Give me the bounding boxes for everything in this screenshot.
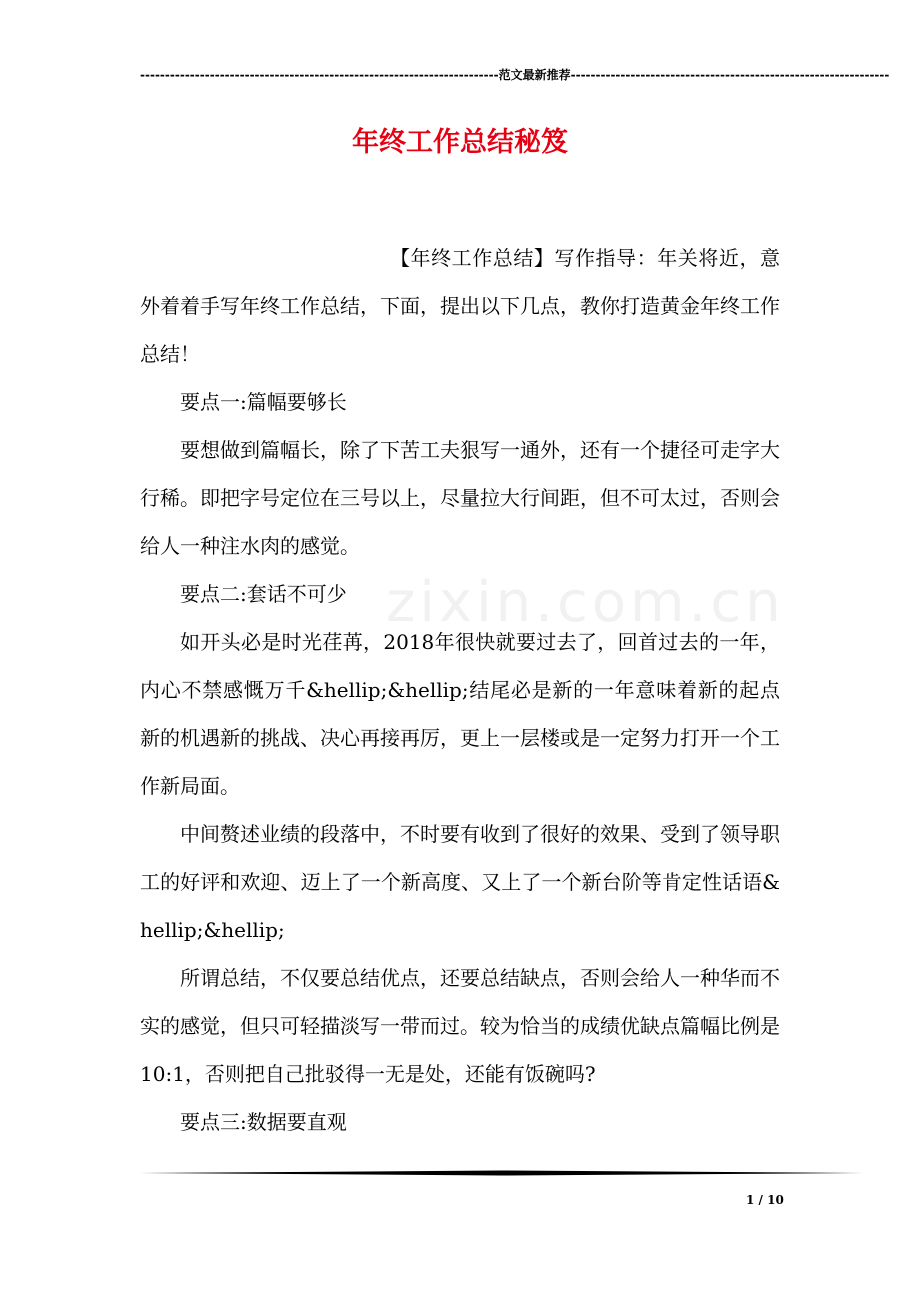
paragraph-intro: 【年终工作总结】写作指导：年关将近，意外着着手写年终工作总结，下面，提出以下几点，教你打造黄金年终工作总结！ [140,246,780,366]
paragraph: 要想做到篇幅长，除了下苦工夫狠写一通外，还有一个捷径可走字大行稀。即把字号定位在三号以上，尽量拉大行间距，但不可太过，否则会给人一种注水肉的感觉。 [140,438,780,558]
header-dashes-left: ------------------------------------------------------------------------ [140,68,499,82]
paragraph: 如开头必是时光荏苒，2018年很快就要过去了，回首过去的一年，内心不禁感慨万千&hellip;&hellip;结尾必是新的一年意味着新的起点新的机遇新的挑战、决心再接再厉，更上一层楼或是一定努力打开一个工作新局面。 [140,630,780,798]
header-dashes-right: ---------------------------------------------------------------- [570,68,890,82]
section-heading-1: 要点一:篇幅要够长 [180,390,347,414]
paragraph: 所谓总结，不仅要总结优点，还要总结缺点，否则会给人一种华而不实的感觉，但只可轻描淡写一带而过。较为恰当的成绩优缺点篇幅比例是10:1，否则把自己批驳得一无是处，还能有饭碗吗? [140,966,780,1086]
page-number: 1 / 10 [746,1193,784,1207]
footer-rule [140,1170,863,1176]
paragraph: 中间赘述业绩的段落中，不时要有收到了很好的效果、受到了领导职工的好评和欢迎、迈上了一个新高度、又上了一个新台阶等肯定性话语&hellip;&hellip; [140,822,780,942]
section-heading-2: 要点二:套话不可少 [180,582,347,606]
section-heading-3: 要点三:数据要直观 [180,1110,347,1134]
page-header [140,66,890,86]
document-body [140,234,780,1146]
watermark: zixin.com.cn [386,570,785,635]
header-label: 范文最新推荐 [498,68,571,82]
document-title: 年终工作总结秘笈 [352,127,568,158]
